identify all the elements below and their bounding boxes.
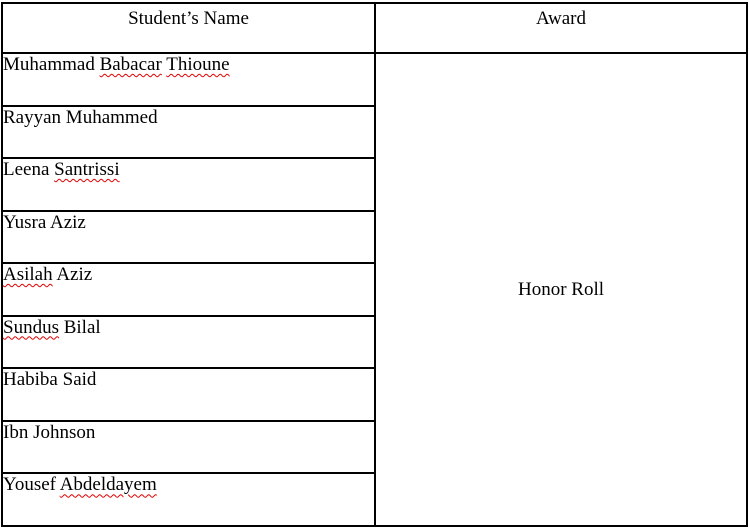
student-name-cell[interactable] [2,263,375,316]
student-name-cell[interactable] [2,368,375,421]
student-name-part: Babacar [99,54,162,75]
header-award[interactable]: Award [375,3,747,53]
student-first-name: Habiba [3,369,58,391]
student-name-part: Thioune [166,54,230,75]
student-name-cell[interactable] [2,53,375,106]
student-first-name: Ibn [3,421,29,443]
header-student-name[interactable]: Student’s Name [2,3,375,53]
student-name-part: Said [62,369,97,391]
student-first-name: Yousef [3,474,56,496]
student-name-part: Muhammed [65,106,158,128]
student-name-cell[interactable] [2,211,375,264]
table-row [2,53,747,106]
student-first-name: Yusra [3,211,47,233]
student-name-cell[interactable] [2,473,375,526]
student-name-part: Johnson [33,421,96,443]
student-first-name: Asilah [3,264,53,286]
student-first-name: Leena [3,159,50,181]
student-name-cell[interactable] [2,106,375,159]
student-list [2,53,747,526]
student-name-part: Santrissi [54,159,120,181]
student-name-cell[interactable] [2,158,375,211]
student-name-part: Aziz [49,211,86,233]
honor-roll-table [1,2,748,527]
student-name-cell[interactable] [2,421,375,474]
student-name-part: Bilal [63,316,101,338]
header-row [2,3,747,53]
student-first-name: Rayyan [3,106,62,128]
student-first-name: Muhammad [3,54,95,75]
student-name-cell[interactable] [2,316,375,369]
award-cell[interactable]: Honor Roll [375,53,747,526]
student-first-name: Sundus [3,316,59,338]
student-name-part: Aziz [56,264,93,286]
student-name-part: Abdeldayem [59,474,157,496]
